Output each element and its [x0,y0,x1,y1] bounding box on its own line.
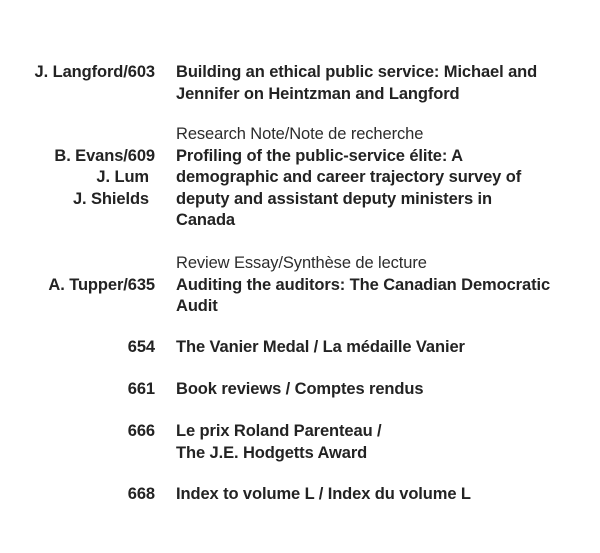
entry-authors [0,275,155,297]
entry-authors [0,484,155,506]
entry-authors [0,337,155,359]
author-page: J. Langford/603 [34,63,155,81]
entry-title-line: Book reviews / Comptes rendus [176,380,424,398]
author-page: A. Tupper/635 [48,275,155,294]
entry-title-line: The J.E. Hodgetts Award [176,443,368,462]
author: J. Shields [72,189,149,208]
entry-content [176,62,586,105]
entry-content [176,421,586,464]
entry-title-line: Jennifer on Heintzman and Langford [176,84,460,103]
entry-title-line: deputy and assistant deputy ministers in [176,189,492,208]
entry-content [176,124,586,232]
entry-title-line: Canada [176,211,236,229]
page-number: 666 [127,422,155,440]
entry-title-line: The Vanier Medal / La médaille Vanier [176,338,465,356]
entry-authors [0,379,155,401]
entry-authors [0,146,155,211]
entry-title-line: Auditing the auditors: The Canadian Democratic [176,275,551,294]
entry-content [176,253,586,318]
entry-content [176,379,586,401]
section-label: Research Note/Note de recherche [176,125,424,143]
entry-authors [0,421,155,443]
section-label: Review Essay/Synthèse de lecture [176,254,427,272]
entry-title-line: Audit [176,297,218,315]
entry-title-line: Profiling of the public-service élite: A [176,146,463,165]
page-number: 661 [127,380,155,398]
author: J. Lum [96,168,149,186]
author-page: B. Evans/609 [54,146,155,165]
entry-content [176,337,586,359]
page-number: 668 [127,485,155,503]
entry-title-line: Building an ethical public service: Michael and [176,63,538,81]
entry-content [176,484,586,506]
entry-authors [0,62,155,84]
entry-title-line: demographic and career trajectory survey of [176,168,522,186]
entry-title-line: Index to volume L / Index du volume L [176,485,471,503]
entry-title-line: Le prix Roland Parenteau / [176,422,382,440]
page-number: 654 [127,338,155,356]
